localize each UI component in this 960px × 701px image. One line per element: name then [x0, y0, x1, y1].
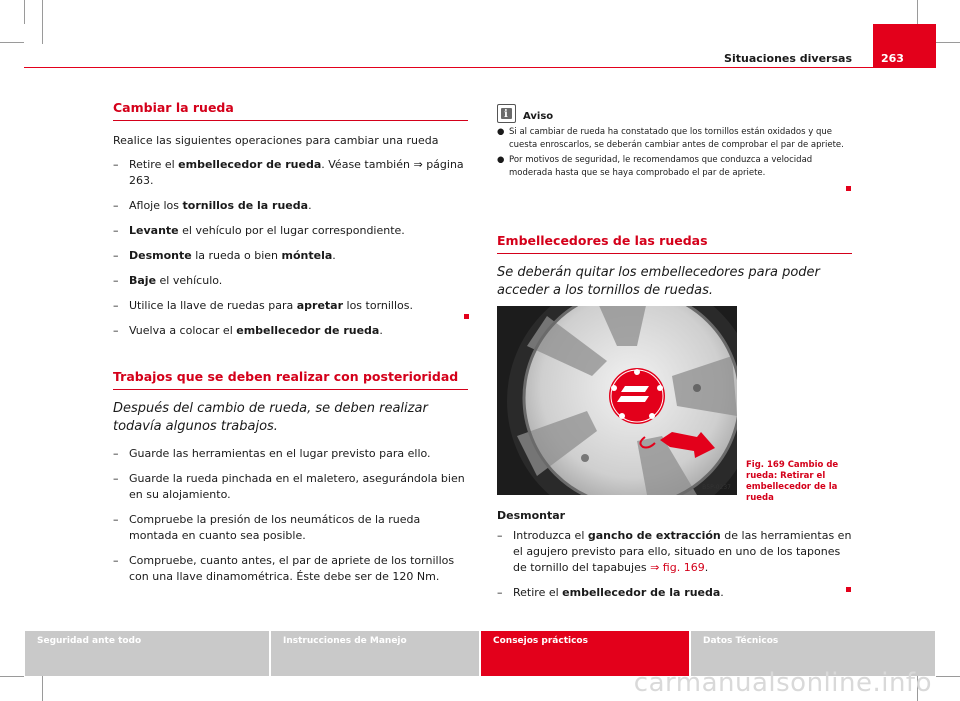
page-number-box: [873, 24, 936, 68]
info-icon: [497, 104, 516, 123]
subheading: Desmontar: [497, 509, 566, 522]
end-marker: [846, 186, 851, 191]
left-column: [113, 100, 468, 585]
list-item: – Desmonte la rueda o bien móntela.: [113, 249, 336, 262]
running-header: Situaciones diversas: [724, 52, 852, 65]
note-bullet: ● Por motivos de seguridad, le recomendamos que conduzca a velocidad moderada hasta que se haya comprobado el par de apriete.: [497, 155, 813, 178]
header-rule: [24, 67, 936, 68]
crop-mark: [936, 676, 960, 677]
note-title: Aviso: [523, 111, 554, 122]
footer-tab-3[interactable]: Datos Técnicos: [691, 631, 935, 676]
crop-mark: [42, 0, 43, 44]
right-section: [497, 233, 852, 300]
list-item: – Levante el vehículo por el lugar correspondiente.: [113, 224, 405, 237]
footer-tab-2[interactable]: Consejos prácticos: [481, 631, 689, 676]
list-item: – Introduzca el gancho de extracción de las herramientas en el agujero previsto para ello, situado en uno de los tapones de tornillo del tapabujes ⇒ fig. 169.: [497, 529, 852, 574]
figure-link[interactable]: ⇒ fig. 169: [650, 561, 705, 574]
list-item: – Guarde la rueda pinchada en el maletero, asegurándola bien en su alojamiento.: [113, 472, 465, 501]
desmontar-section: [497, 508, 852, 601]
note-box: [497, 104, 852, 179]
intro-text: Realice las siguientes operaciones para cambiar una rueda: [113, 134, 439, 147]
crop-mark: [0, 42, 24, 43]
end-marker: [846, 587, 851, 592]
list-item: – Baje el vehículo.: [113, 274, 223, 287]
list-item: – Utilice la llave de ruedas para apretar los tornillos.: [113, 299, 413, 312]
wheel-illustration: [497, 306, 737, 495]
list-item: – Retire el embellecedor de rueda. Véase también ⇒ página 263.: [113, 158, 464, 187]
section-title-cambiar: Cambiar la rueda: [113, 100, 468, 121]
footer-tab-1[interactable]: Instrucciones de Manejo: [271, 631, 479, 676]
section-lead: Después del cambio de rueda, se deben realizar todavía algunos trabajos.: [113, 401, 428, 434]
list-item: – Compruebe, cuanto antes, el par de apriete de los tornillos con una llave dinamométrica. Éste debe ser de 120 Nm.: [113, 554, 455, 583]
footer-tab-0[interactable]: Seguridad ante todo: [25, 631, 269, 676]
section-lead: Se deberán quitar los embellecedores para poder acceder a los tornillos de ruedas.: [497, 265, 820, 298]
page-number: 263: [881, 52, 904, 65]
crop-mark: [24, 0, 25, 24]
end-marker: [464, 314, 469, 319]
figure-code: B5P-0237: [702, 484, 731, 491]
list-item: – Retire el embellecedor de la rueda.: [497, 586, 724, 599]
note-bullet: ● Si al cambiar de rueda ha constatado que los tornillos están oxidados y que cuesta enroscarlos, se deberán cambiar antes de comprobar el par de apriete.: [497, 127, 844, 150]
figure-caption: Fig. 169 Cambio de rueda: Retirar el embellecedor de la rueda: [746, 460, 839, 503]
list-item: – Guarde las herramientas en el lugar previsto para ello.: [113, 447, 431, 460]
section-title-embellecedores: Embellecedores de las ruedas: [497, 233, 852, 254]
list-item: – Afloje los tornillos de la rueda.: [113, 199, 312, 212]
list-item: – Vuelva a colocar el embellecedor de rueda.: [113, 324, 383, 337]
watermark: carmanualsonline.info: [633, 668, 932, 698]
section-title-trabajos: Trabajos que se deben realizar con posterioridad: [113, 369, 468, 390]
crop-mark: [936, 42, 960, 43]
crop-mark: [0, 676, 24, 677]
wheel-figure: [497, 306, 737, 495]
list-item: – Compruebe la presión de los neumáticos de la rueda montada en cuanto sea posible.: [113, 513, 421, 542]
